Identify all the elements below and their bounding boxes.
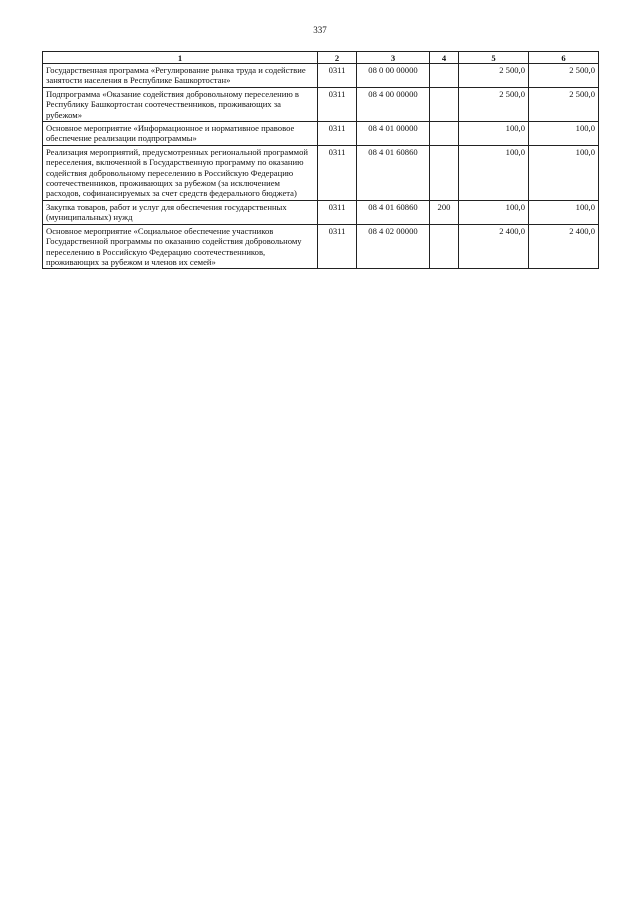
row-sum-2: 2 500,0 xyxy=(529,64,599,88)
row-name: Государственная программа «Регулирование рынка труда и содействие занятости населения в Республике Башкортостан» xyxy=(43,64,318,88)
row-sum-2: 2 500,0 xyxy=(529,87,599,121)
row-vr xyxy=(430,224,459,269)
row-name: Реализация мероприятий, предусмотренных региональной программой переселения, включенной в Государственную программу по оказанию содействия добровольному переселению в Российскую Федерацию соотечественников, проживающих за рубежом (за исключением расходов, софинансируемых за счет средств федерального бюджета) xyxy=(43,145,318,200)
row-csr: 08 0 00 00000 xyxy=(357,64,430,88)
row-vr xyxy=(430,64,459,88)
row-sum-2: 2 400,0 xyxy=(529,224,599,269)
row-sum-1: 2 500,0 xyxy=(459,87,529,121)
row-sum-2: 100,0 xyxy=(529,145,599,200)
row-sum-1: 2 500,0 xyxy=(459,64,529,88)
row-sum-2: 100,0 xyxy=(529,200,599,224)
header-row xyxy=(43,52,599,64)
row-rz: 0311 xyxy=(318,224,357,269)
row-name: Подпрограмма «Оказание содействия добровольному переселению в Республику Башкортостан соотечественников, проживающих за рубежом» xyxy=(43,87,318,121)
row-name: Основное мероприятие «Информационное и нормативное правовое обеспечение реализации подпрограммы» xyxy=(43,122,318,146)
row-csr: 08 4 01 60860 xyxy=(357,145,430,200)
row-sum-1: 100,0 xyxy=(459,122,529,146)
row-vr xyxy=(430,145,459,200)
header-col-3: 3 xyxy=(357,52,430,64)
row-csr: 08 4 02 00000 xyxy=(357,224,430,269)
table-row xyxy=(43,122,599,146)
row-sum-1: 2 400,0 xyxy=(459,224,529,269)
row-csr: 08 4 01 00000 xyxy=(357,122,430,146)
row-sum-2: 100,0 xyxy=(529,122,599,146)
budget-table xyxy=(42,51,599,269)
row-rz: 0311 xyxy=(318,87,357,121)
header-col-4: 4 xyxy=(430,52,459,64)
row-sum-1: 100,0 xyxy=(459,200,529,224)
row-vr: 200 xyxy=(430,200,459,224)
row-vr xyxy=(430,122,459,146)
row-rz: 0311 xyxy=(318,145,357,200)
page-number: 337 xyxy=(313,25,327,35)
row-sum-1: 100,0 xyxy=(459,145,529,200)
row-rz: 0311 xyxy=(318,64,357,88)
header-col-1: 1 xyxy=(43,52,318,64)
row-name: Основное мероприятие «Социальное обеспечение участников Государственной программы по оказанию содействия добровольному переселению в Российскую Федерацию соотечественников, проживающих за рубежом и членов их семей» xyxy=(43,224,318,269)
table-row xyxy=(43,87,599,121)
row-rz: 0311 xyxy=(318,122,357,146)
row-name: Закупка товаров, работ и услуг для обеспечения государственных (муниципальных) нужд xyxy=(43,200,318,224)
header-col-2: 2 xyxy=(318,52,357,64)
row-csr: 08 4 00 00000 xyxy=(357,87,430,121)
row-rz: 0311 xyxy=(318,200,357,224)
header-col-6: 6 xyxy=(529,52,599,64)
table-row xyxy=(43,145,599,200)
table-row xyxy=(43,224,599,269)
table-row xyxy=(43,64,599,88)
row-vr xyxy=(430,87,459,121)
row-csr: 08 4 01 60860 xyxy=(357,200,430,224)
header-col-5: 5 xyxy=(459,52,529,64)
table-row xyxy=(43,200,599,224)
